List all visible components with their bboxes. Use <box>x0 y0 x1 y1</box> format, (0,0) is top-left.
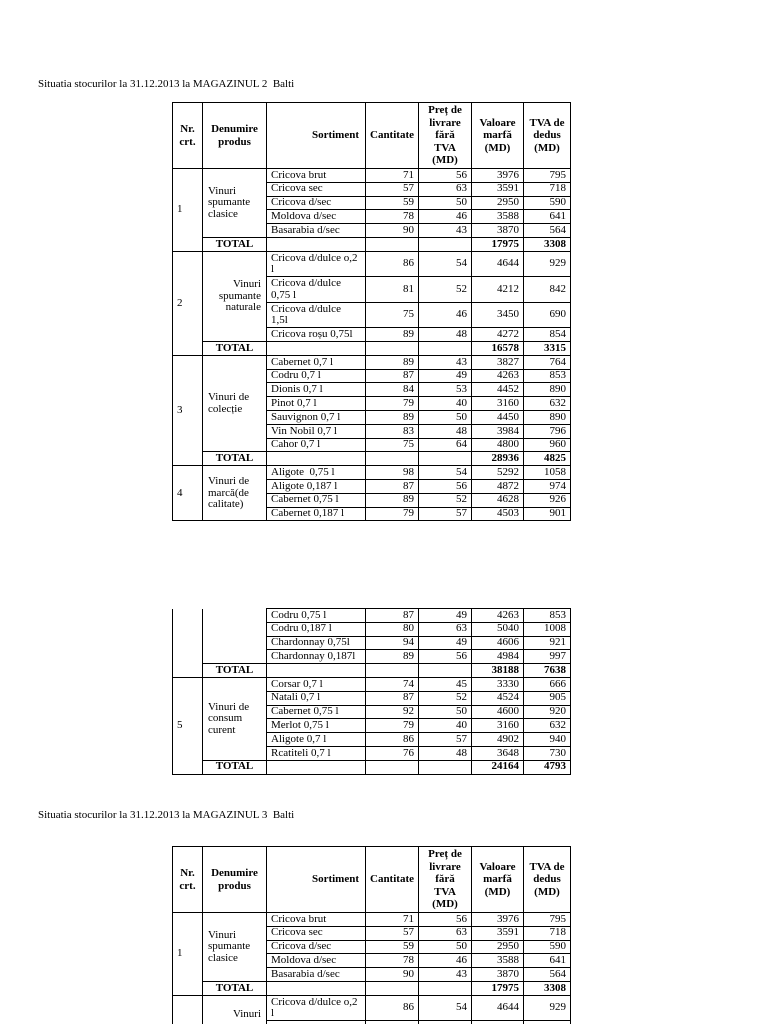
pret-cell: 43 <box>419 224 472 238</box>
sortiment-cell: Codru 0,75 l <box>267 609 366 623</box>
valoare-cell: 3591 <box>472 926 524 940</box>
pret-cell: 43 <box>419 968 472 982</box>
total-row <box>173 342 571 356</box>
total-tva: 4825 <box>524 452 571 466</box>
total-valoare: 17975 <box>472 981 524 995</box>
cantitate-cell: 79 <box>366 719 419 733</box>
total-empty-cell <box>267 237 366 251</box>
tva-cell: 564 <box>524 224 571 238</box>
table-row <box>173 355 571 369</box>
group-name <box>203 609 267 664</box>
tva-cell: 920 <box>524 705 571 719</box>
valoare-cell: 3330 <box>472 677 524 691</box>
total-valoare: 24164 <box>472 760 524 774</box>
tva-cell: 960 <box>524 438 571 452</box>
pret-cell: 56 <box>419 913 472 927</box>
sortiment-cell: Chardonnay 0,187l <box>267 650 366 664</box>
sortiment-cell: Vin Nobil 0,7 l <box>267 424 366 438</box>
pret-cell: 46 <box>419 302 472 328</box>
sortiment-cell: Rcatiteli 0,7 l <box>267 746 366 760</box>
group-number: 5 <box>173 677 203 774</box>
sortiment-cell: Cricova d/dulce o,2 l <box>267 251 366 277</box>
tva-cell: 796 <box>524 424 571 438</box>
pret-cell: 52 <box>419 691 472 705</box>
total-label: TOTAL <box>203 981 267 995</box>
valoare-cell: 3450 <box>472 302 524 328</box>
valoare-cell: 3984 <box>472 424 524 438</box>
cantitate-cell: 89 <box>366 328 419 342</box>
total-row <box>173 664 571 678</box>
total-tva: 3308 <box>524 981 571 995</box>
pret-cell: 48 <box>419 746 472 760</box>
sortiment-cell: Dionis 0,7 l <box>267 383 366 397</box>
total-empty-cell <box>419 981 472 995</box>
cantitate-cell: 83 <box>366 424 419 438</box>
tva-cell: 590 <box>524 196 571 210</box>
valoare-cell: 2950 <box>472 940 524 954</box>
sortiment-cell: Cricova sec <box>267 182 366 196</box>
total-label: TOTAL <box>203 760 267 774</box>
table-cell-cut-off <box>524 1021 571 1024</box>
tva-cell: 854 <box>524 328 571 342</box>
cantitate-cell: 94 <box>366 636 419 650</box>
sortiment-cell: Cricova brut <box>267 169 366 183</box>
group-number: 1 <box>173 169 203 252</box>
cantitate-cell: 89 <box>366 650 419 664</box>
table-row <box>173 466 571 480</box>
sortiment-cell: Sauvignon 0,7 l <box>267 411 366 425</box>
pret-cell: 50 <box>419 940 472 954</box>
group-name: Vinuri de consum curent <box>203 677 267 760</box>
sortiment-cell: Cricova d/sec <box>267 940 366 954</box>
total-empty-cell <box>366 237 419 251</box>
sortiment-cell: Codru 0,187 l <box>267 622 366 636</box>
tva-cell: 641 <box>524 210 571 224</box>
sortiment-cell: Corsar 0,7 l <box>267 677 366 691</box>
table-row <box>173 169 571 183</box>
group-name: Vinuri <box>203 995 267 1024</box>
tva-cell: 997 <box>524 650 571 664</box>
cantitate-cell: 80 <box>366 622 419 636</box>
header-sortiment: Sortiment <box>267 103 366 169</box>
tva-cell: 564 <box>524 968 571 982</box>
header-nr: Nr. crt. <box>173 103 203 169</box>
header-pret: Preț de livrare fără TVA (MD) <box>419 847 472 913</box>
tva-cell: 795 <box>524 913 571 927</box>
pret-cell: 40 <box>419 397 472 411</box>
tva-cell: 853 <box>524 369 571 383</box>
valoare-cell: 2950 <box>472 196 524 210</box>
valoare-cell: 5292 <box>472 466 524 480</box>
valoare-cell: 3588 <box>472 210 524 224</box>
group-name: Vinuri de marcă(de calitate) <box>203 466 267 521</box>
tva-cell: 926 <box>524 493 571 507</box>
valoare-cell: 4984 <box>472 650 524 664</box>
valoare-cell: 4606 <box>472 636 524 650</box>
pret-cell: 56 <box>419 480 472 494</box>
group-number: 3 <box>173 355 203 465</box>
total-row <box>173 760 571 774</box>
sortiment-cell: Pinot 0,7 l <box>267 397 366 411</box>
valoare-cell: 3591 <box>472 182 524 196</box>
valoare-cell: 3976 <box>472 169 524 183</box>
pret-cell: 46 <box>419 210 472 224</box>
cantitate-cell: 78 <box>366 210 419 224</box>
tva-cell: 890 <box>524 411 571 425</box>
header-sortiment: Sortiment <box>267 847 366 913</box>
pret-cell: 45 <box>419 677 472 691</box>
total-valoare: 17975 <box>472 237 524 251</box>
group-number <box>173 609 203 678</box>
group-name: Vinuri spumante clasice <box>203 169 267 238</box>
tva-cell: 842 <box>524 277 571 303</box>
sortiment-cell: Aligote 0,187 l <box>267 480 366 494</box>
tva-cell: 632 <box>524 719 571 733</box>
sortiment-cell: Cabernet 0,75 l <box>267 705 366 719</box>
valoare-cell: 4452 <box>472 383 524 397</box>
sortiment-cell: Moldova d/sec <box>267 210 366 224</box>
total-row <box>173 452 571 466</box>
table-cell-cut-off <box>472 1021 524 1024</box>
cantitate-cell: 86 <box>366 251 419 277</box>
total-empty-cell <box>366 760 419 774</box>
valoare-cell: 3588 <box>472 954 524 968</box>
pret-cell: 57 <box>419 507 472 521</box>
cantitate-cell: 87 <box>366 691 419 705</box>
tva-cell: 901 <box>524 507 571 521</box>
group-number: 1 <box>173 913 203 996</box>
header-row <box>173 103 571 169</box>
valoare-cell: 4800 <box>472 438 524 452</box>
valoare-cell: 4902 <box>472 733 524 747</box>
table-row <box>173 677 571 691</box>
valoare-cell: 4503 <box>472 507 524 521</box>
tva-cell: 921 <box>524 636 571 650</box>
total-empty-cell <box>366 452 419 466</box>
group-name: Vinuri spumante clasice <box>203 913 267 982</box>
total-empty-cell <box>267 981 366 995</box>
cantitate-cell: 84 <box>366 383 419 397</box>
cantitate-cell: 75 <box>366 302 419 328</box>
stock-table-magazin-2 <box>172 102 571 521</box>
group-name: Vinuri de colecție <box>203 355 267 452</box>
pret-cell: 40 <box>419 719 472 733</box>
pret-cell: 50 <box>419 196 472 210</box>
total-tva: 4793 <box>524 760 571 774</box>
tva-cell: 641 <box>524 954 571 968</box>
pret-cell: 63 <box>419 926 472 940</box>
total-valoare: 16578 <box>472 342 524 356</box>
total-tva: 7638 <box>524 664 571 678</box>
header-tva: TVA de dedus (MD) <box>524 103 571 169</box>
tva-cell: 666 <box>524 677 571 691</box>
cantitate-cell: 59 <box>366 196 419 210</box>
cantitate-cell: 71 <box>366 169 419 183</box>
cantitate-cell: 87 <box>366 480 419 494</box>
cantitate-cell: 81 <box>366 277 419 303</box>
tva-cell: 1008 <box>524 622 571 636</box>
sortiment-cell: Cricova d/dulce 1,5l <box>267 302 366 328</box>
tva-cell: 718 <box>524 182 571 196</box>
sortiment-cell: Chardonnay 0,75l <box>267 636 366 650</box>
table-cell-cut-off <box>267 1021 366 1024</box>
header-denumire: Denumire produs <box>203 103 267 169</box>
cantitate-cell: 57 <box>366 926 419 940</box>
valoare-cell: 3160 <box>472 397 524 411</box>
sortiment-cell: Aligote 0,7 l <box>267 733 366 747</box>
tva-cell: 853 <box>524 609 571 623</box>
total-label: TOTAL <box>203 664 267 678</box>
total-empty-cell <box>419 237 472 251</box>
total-empty-cell <box>267 664 366 678</box>
cantitate-cell: 59 <box>366 940 419 954</box>
cantitate-cell: 86 <box>366 995 419 1021</box>
header-cantitate: Cantitate <box>366 847 419 913</box>
valoare-cell: 4872 <box>472 480 524 494</box>
total-empty-cell <box>419 452 472 466</box>
pret-cell: 52 <box>419 493 472 507</box>
pret-cell: 49 <box>419 369 472 383</box>
pret-cell: 50 <box>419 411 472 425</box>
valoare-cell: 4524 <box>472 691 524 705</box>
sortiment-cell: Cricova sec <box>267 926 366 940</box>
total-tva: 3315 <box>524 342 571 356</box>
tva-cell: 632 <box>524 397 571 411</box>
pret-cell: 54 <box>419 466 472 480</box>
cantitate-cell: 76 <box>366 746 419 760</box>
pret-cell: 49 <box>419 636 472 650</box>
table-cell-cut-off <box>419 1021 472 1024</box>
valoare-cell: 4644 <box>472 251 524 277</box>
cantitate-cell: 71 <box>366 913 419 927</box>
pret-cell: 53 <box>419 383 472 397</box>
table-row <box>173 913 571 927</box>
sortiment-cell: Cabernet 0,187 l <box>267 507 366 521</box>
cantitate-cell: 92 <box>366 705 419 719</box>
sortiment-cell: Basarabia d/sec <box>267 224 366 238</box>
header-tva: TVA de dedus (MD) <box>524 847 571 913</box>
valoare-cell: 4600 <box>472 705 524 719</box>
stock-table-magazin-2-continued <box>172 608 571 775</box>
stock-table-magazin-3 <box>172 846 571 1024</box>
tva-cell: 1058 <box>524 466 571 480</box>
tva-cell: 718 <box>524 926 571 940</box>
pret-cell: 63 <box>419 622 472 636</box>
pret-cell: 48 <box>419 328 472 342</box>
cantitate-cell: 90 <box>366 224 419 238</box>
cantitate-cell: 75 <box>366 438 419 452</box>
total-valoare: 38188 <box>472 664 524 678</box>
sortiment-cell: Moldova d/sec <box>267 954 366 968</box>
tva-cell: 764 <box>524 355 571 369</box>
total-tva: 3308 <box>524 237 571 251</box>
total-label: TOTAL <box>203 342 267 356</box>
cantitate-cell: 79 <box>366 397 419 411</box>
valoare-cell: 4644 <box>472 995 524 1021</box>
cantitate-cell: 98 <box>366 466 419 480</box>
valoare-cell: 4450 <box>472 411 524 425</box>
group-name: Vinuri spumante naturale <box>203 251 267 341</box>
valoare-cell: 4263 <box>472 609 524 623</box>
total-empty-cell <box>419 664 472 678</box>
tva-cell: 590 <box>524 940 571 954</box>
cantitate-cell: 78 <box>366 954 419 968</box>
total-label: TOTAL <box>203 452 267 466</box>
total-empty-cell <box>419 342 472 356</box>
sortiment-cell: Cricova d/dulce o,2 l <box>267 995 366 1021</box>
sortiment-cell: Cricova brut <box>267 913 366 927</box>
pret-cell: 46 <box>419 954 472 968</box>
pret-cell: 56 <box>419 650 472 664</box>
total-empty-cell <box>366 664 419 678</box>
cantitate-cell: 89 <box>366 493 419 507</box>
tva-cell: 795 <box>524 169 571 183</box>
total-empty-cell <box>419 760 472 774</box>
tva-cell: 929 <box>524 251 571 277</box>
valoare-cell: 4263 <box>472 369 524 383</box>
tva-cell: 974 <box>524 480 571 494</box>
valoare-cell: 3648 <box>472 746 524 760</box>
tva-cell: 890 <box>524 383 571 397</box>
sortiment-cell: Natali 0,7 l <box>267 691 366 705</box>
pret-cell: 63 <box>419 182 472 196</box>
valoare-cell: 3827 <box>472 355 524 369</box>
header-cantitate: Cantitate <box>366 103 419 169</box>
sortiment-cell: Cabernet 0,75 l <box>267 493 366 507</box>
sortiment-cell: Cricova roșu 0,75l <box>267 328 366 342</box>
sortiment-cell: Cricova d/dulce 0,75 l <box>267 277 366 303</box>
total-empty-cell <box>366 342 419 356</box>
cantitate-cell: 90 <box>366 968 419 982</box>
total-valoare: 28936 <box>472 452 524 466</box>
sortiment-cell: Cricova d/sec <box>267 196 366 210</box>
sortiment-cell: Cabernet 0,7 l <box>267 355 366 369</box>
header-row <box>173 847 571 913</box>
total-row <box>173 237 571 251</box>
sortiment-cell: Merlot 0,75 l <box>267 719 366 733</box>
total-label: TOTAL <box>203 237 267 251</box>
valoare-cell: 4628 <box>472 493 524 507</box>
pret-cell: 49 <box>419 609 472 623</box>
sortiment-cell: Basarabia d/sec <box>267 968 366 982</box>
valoare-cell: 4272 <box>472 328 524 342</box>
table-row <box>173 995 571 1021</box>
report-title-magazin-2: Situatia stocurilor la 31.12.2013 la MAGAZINUL 2 Balti <box>38 78 295 90</box>
cantitate-cell: 57 <box>366 182 419 196</box>
pret-cell: 48 <box>419 424 472 438</box>
cantitate-cell: 87 <box>366 369 419 383</box>
total-empty-cell <box>366 981 419 995</box>
cantitate-cell: 86 <box>366 733 419 747</box>
valoare-cell: 3160 <box>472 719 524 733</box>
cantitate-cell: 87 <box>366 609 419 623</box>
table-row <box>173 251 571 277</box>
pret-cell: 64 <box>419 438 472 452</box>
cantitate-cell: 89 <box>366 411 419 425</box>
valoare-cell: 5040 <box>472 622 524 636</box>
tva-cell: 940 <box>524 733 571 747</box>
tva-cell: 929 <box>524 995 571 1021</box>
header-valoare: Valoare marfă (MD) <box>472 103 524 169</box>
total-empty-cell <box>267 760 366 774</box>
total-empty-cell <box>267 452 366 466</box>
pret-cell: 54 <box>419 995 472 1021</box>
total-row <box>173 981 571 995</box>
pret-cell: 52 <box>419 277 472 303</box>
pret-cell: 43 <box>419 355 472 369</box>
valoare-cell: 4212 <box>472 277 524 303</box>
group-number: 4 <box>173 466 203 521</box>
tva-cell: 730 <box>524 746 571 760</box>
report-title-magazin-3: Situatia stocurilor la 31.12.2013 la MAGAZINUL 3 Balti <box>38 809 295 821</box>
header-denumire: Denumire produs <box>203 847 267 913</box>
header-nr: Nr. crt. <box>173 847 203 913</box>
group-number <box>173 995 203 1024</box>
cantitate-cell: 79 <box>366 507 419 521</box>
sortiment-cell: Aligote 0,75 l <box>267 466 366 480</box>
tva-cell: 905 <box>524 691 571 705</box>
sortiment-cell: Codru 0,7 l <box>267 369 366 383</box>
total-empty-cell <box>267 342 366 356</box>
valoare-cell: 3976 <box>472 913 524 927</box>
tva-cell: 690 <box>524 302 571 328</box>
valoare-cell: 3870 <box>472 224 524 238</box>
table-row <box>173 609 571 623</box>
table-cell-cut-off <box>366 1021 419 1024</box>
sortiment-cell: Cahor 0,7 l <box>267 438 366 452</box>
pret-cell: 50 <box>419 705 472 719</box>
group-number: 2 <box>173 251 203 355</box>
header-pret: Preț de livrare fără TVA (MD) <box>419 103 472 169</box>
valoare-cell: 3870 <box>472 968 524 982</box>
cantitate-cell: 74 <box>366 677 419 691</box>
pret-cell: 56 <box>419 169 472 183</box>
cantitate-cell: 89 <box>366 355 419 369</box>
pret-cell: 57 <box>419 733 472 747</box>
header-valoare: Valoare marfă (MD) <box>472 847 524 913</box>
pret-cell: 54 <box>419 251 472 277</box>
